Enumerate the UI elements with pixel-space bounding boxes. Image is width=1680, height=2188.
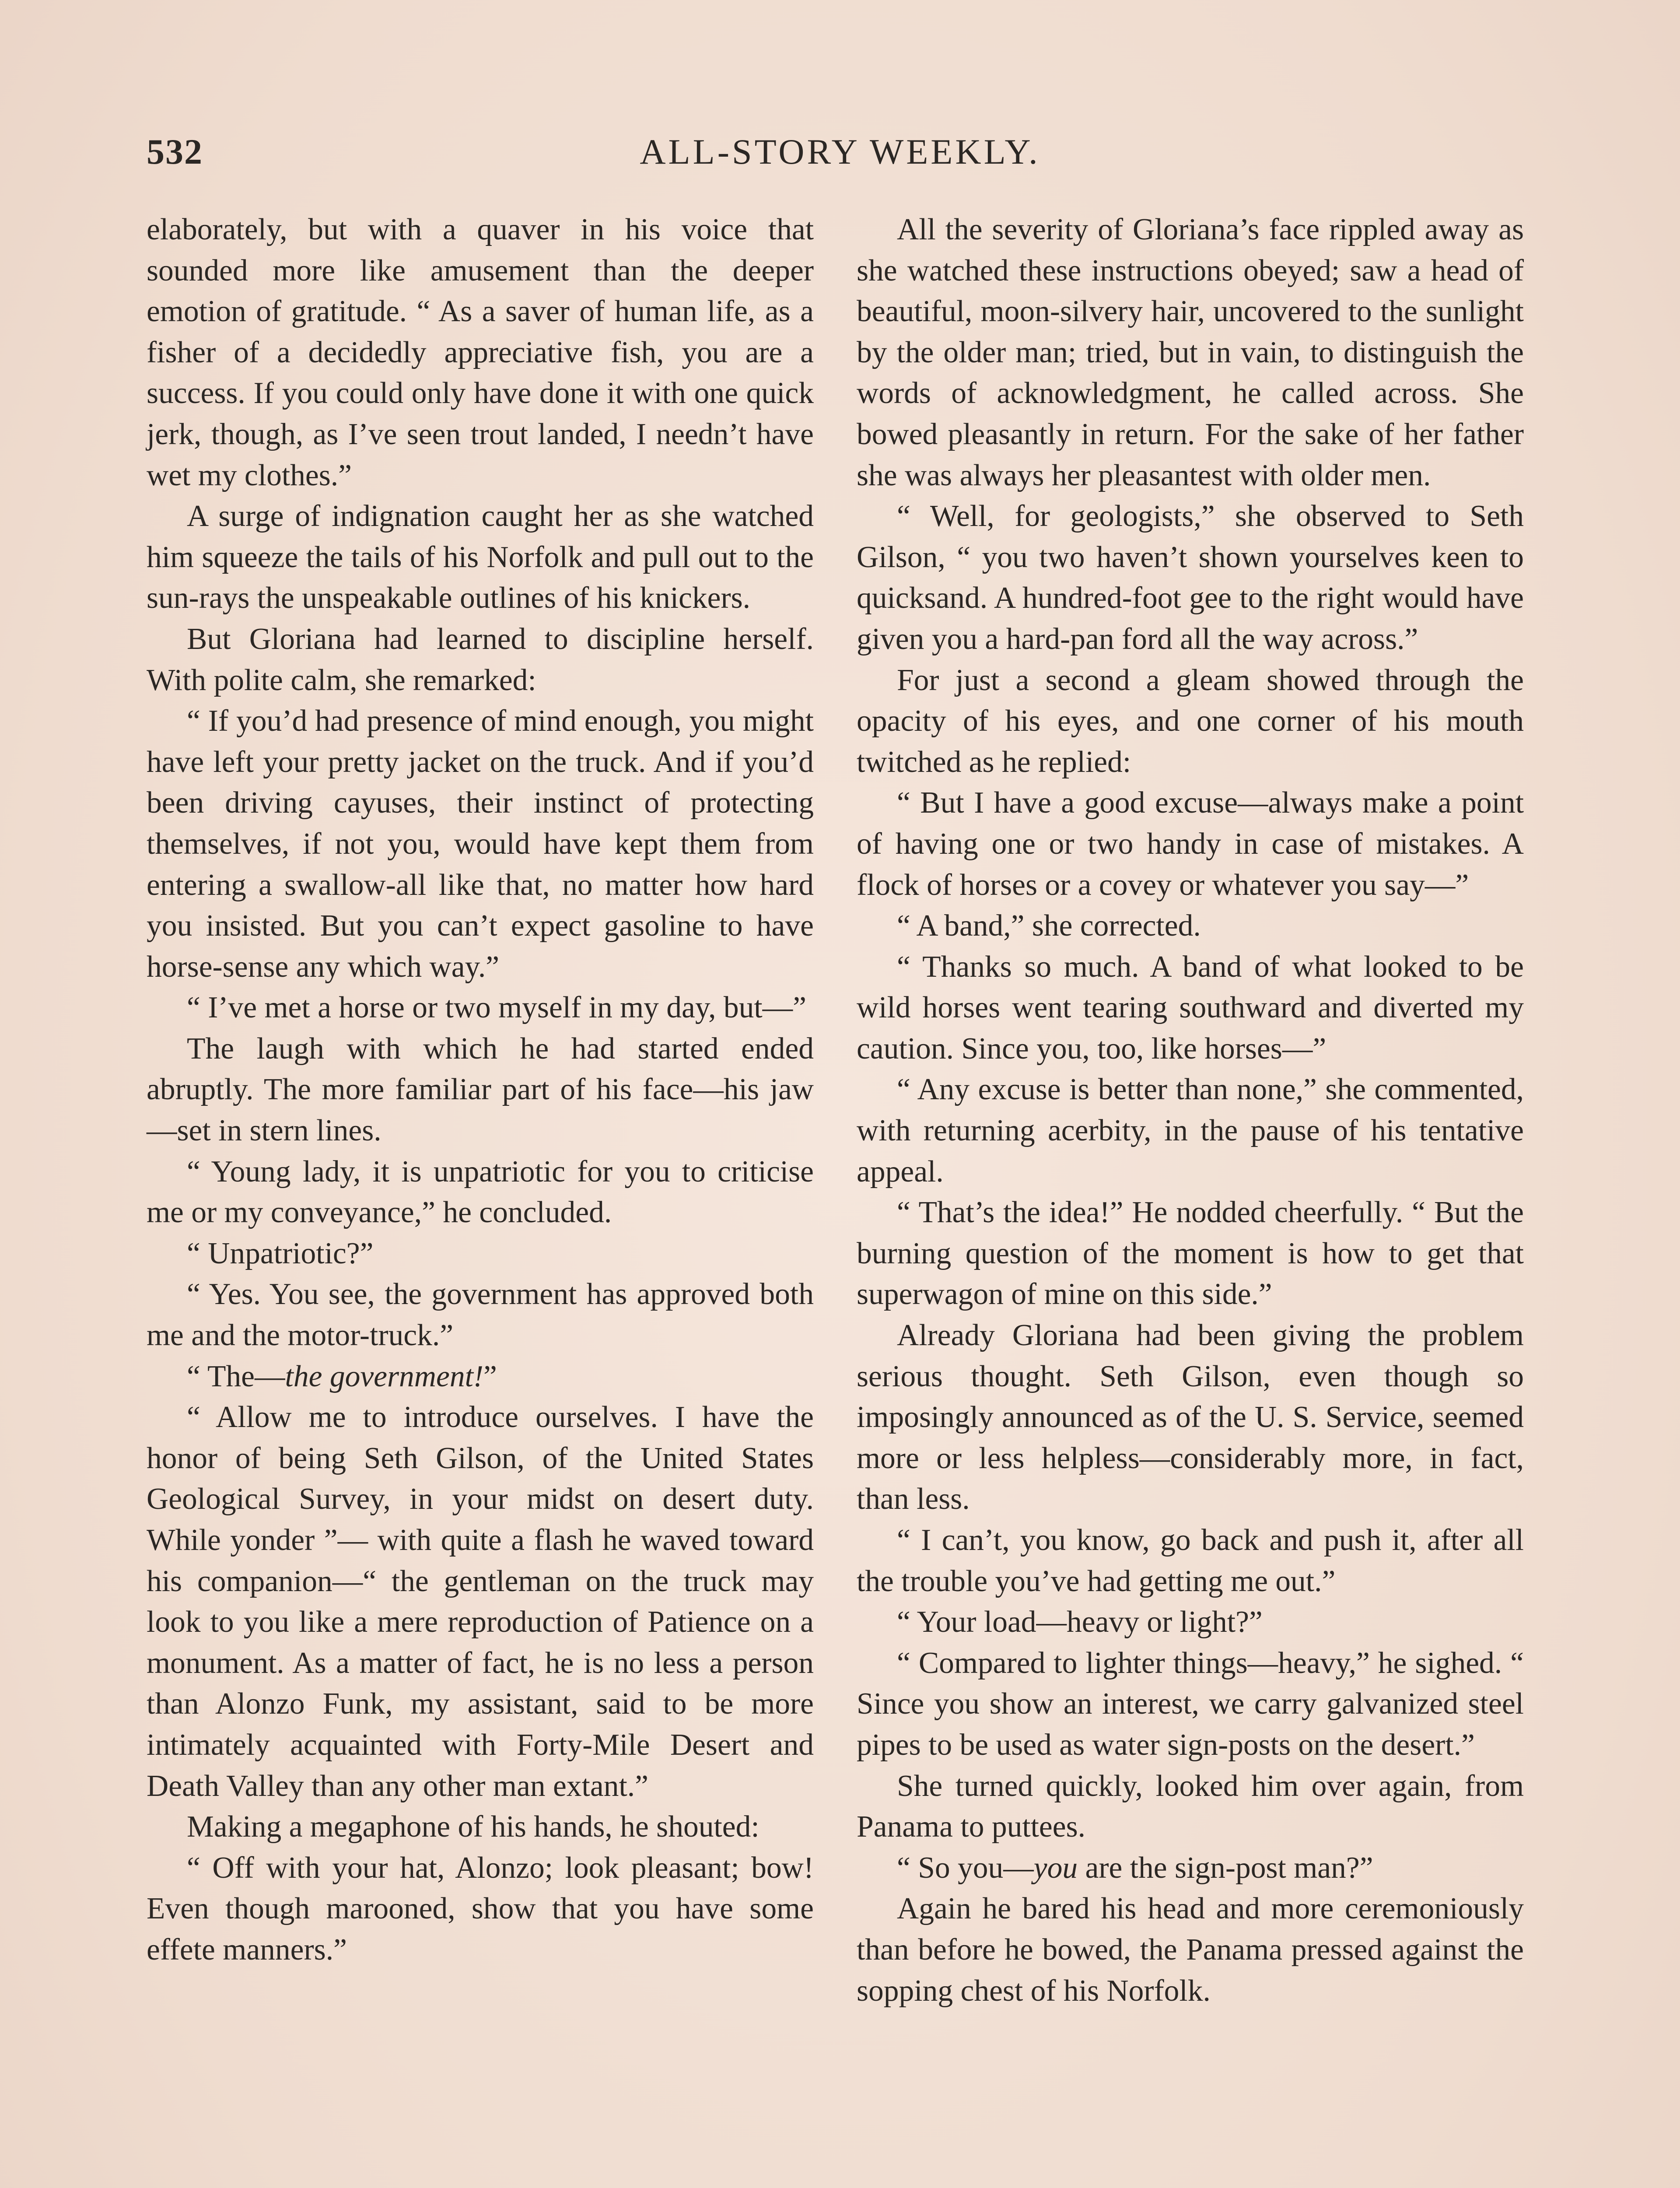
left-column — [147, 209, 814, 1971]
paragraph-text: Already Gloriana had been giving the problem serious thought. Seth Gilson, even though so imposingly announced as of the U. S. Service, seemed more or less helpless—considerably more, in fact, than less. — [857, 1318, 1524, 1516]
paragraph-text: “ Well, for geologists,” she observed to Seth Gilson, “ you two haven’t shown yourselves keen to quicksand. A hundred-foot gee to the right would have given you a hard-pan ford all the way across.” — [857, 499, 1524, 656]
paragraph — [147, 701, 814, 987]
paragraph-text: “ The— — [187, 1359, 285, 1393]
paragraph-text: A surge of indignation caught her as she watched him squeeze the tails of his Norfolk and pull out to the sun-rays the unspeakable outlines of his knickers. — [147, 499, 814, 615]
paragraph — [857, 947, 1524, 1069]
paragraph — [857, 660, 1524, 783]
paragraph-text: “ Unpatriotic?” — [187, 1236, 374, 1270]
paragraph — [147, 1028, 814, 1151]
paragraph-text: “ If you’d had presence of mind enough, you might have left your pretty jacket on the truck. And if you’d been driving cayuses, their instinct of protecting themselves, if not you, would have kept them from entering a swallow-all like that, no matter how hard you insisted. But you can’t expect gasoline to have horse-sense any which way.” — [147, 704, 814, 984]
paragraph — [857, 782, 1524, 905]
paragraph — [857, 1069, 1524, 1192]
paragraph-text: “ Allow me to introduce ourselves. I have the honor of being Seth Gilson, of the United States Geological Survey, in your midst on desert duty. While yonder ”— with quite a flash he waved toward his companion—“ the gentleman on the truck may look to you like a mere reproduction of Patience on a monument. As a matter of fact, he is no less a person than Alonzo Funk, my assistant, said to be more intimately acquainted with Forty-Mile Desert and Death Valley than any other man extant.” — [147, 1400, 814, 1803]
paragraph — [857, 496, 1524, 659]
paragraph-text: “ That’s the idea!” He nodded cheerfully. “ But the burning question of the moment is how to get that superwagon of mine on this side.” — [857, 1196, 1524, 1311]
paragraph-text: Again he bared his head and more ceremoniously than before he bowed, the Panama pressed against the sopping chest of his Norfolk. — [857, 1892, 1524, 2008]
paragraph-text: The laugh with which he had started ended abruptly. The more familiar part of his face—his jaw—set in stern lines. — [147, 1031, 814, 1148]
paragraph — [857, 1888, 1524, 2011]
paragraph-text: “ Compared to lighter things—heavy,” he sighed. “ Since you show an interest, we carry galvanized steel pipes to be used as water sign-posts on the desert.” — [857, 1646, 1524, 1762]
page-header — [147, 131, 1533, 179]
paragraph-text: She turned quickly, looked him over again, from Panama to puttees. — [857, 1769, 1524, 1844]
paragraph-text: “ But I have a good excuse—always make a point of having one or two handy in case of mistakes. A flock of horses or a covey or whatever you say—” — [857, 786, 1524, 902]
paragraph — [857, 1643, 1524, 1766]
paragraph — [857, 1766, 1524, 1848]
paragraph-text: “ Your load—heavy or light?” — [897, 1605, 1263, 1639]
paragraph — [147, 496, 814, 619]
paragraph-text: “ Young lady, it is unpatriotic for you to criticise me or my conveyance,” he concluded. — [147, 1154, 814, 1230]
paragraph-text: “ Any excuse is better than none,” she commented, with returning acerbity, in the pause of his tentative appeal. — [857, 1073, 1524, 1189]
paragraph — [857, 1520, 1524, 1602]
paragraph — [147, 619, 814, 701]
paragraph — [857, 209, 1524, 496]
paragraph-text: “ So you— — [897, 1851, 1034, 1885]
paragraph — [857, 1192, 1524, 1315]
right-column — [857, 209, 1524, 2011]
paragraph — [147, 1233, 814, 1274]
italic-text: you — [1033, 1851, 1078, 1885]
paragraph-text: elaborately, but with a quaver in his voice that sounded more like amusement than the deeper emotion of gratitude. “ As a saver of human life, as a fisher of a decidedly appreciative fish, you are a success. If you could only have done it with one quick jerk, though, as I’ve seen trout landed, I needn’t have wet my clothes.” — [147, 213, 814, 492]
paragraph-text-end: ” — [483, 1359, 497, 1393]
paragraph — [147, 1806, 814, 1848]
paragraph-text: “ I can’t, you know, go back and push it, after all the trouble you’ve had getting me out.” — [857, 1523, 1524, 1598]
page-number: 532 — [147, 132, 203, 172]
italic-text: the government! — [285, 1359, 484, 1393]
paragraph — [857, 1315, 1524, 1520]
paragraph-text: “ I’ve met a horse or two myself in my day, but—” — [187, 991, 806, 1025]
paragraph — [147, 1356, 814, 1397]
running-head: ALL-STORY WEEKLY. — [640, 132, 1040, 172]
paragraph — [857, 905, 1524, 947]
paragraph-text-end: are the sign-post man?” — [1078, 1851, 1373, 1885]
paragraph — [147, 1274, 814, 1356]
paragraph-text: “ Thanks so much. A band of what looked to be wild horses went tearing southward and diverted my caution. Since you, too, like horses—” — [857, 950, 1524, 1066]
paragraph-text: Making a megaphone of his hands, he shouted: — [187, 1810, 760, 1844]
paragraph-text: For just a second a gleam showed through the opacity of his eyes, and one corner of his mouth twitched as he replied: — [857, 663, 1524, 779]
paragraph — [147, 209, 814, 496]
paragraph-text: “ A band,” she corrected. — [897, 909, 1201, 943]
paragraph — [857, 1848, 1524, 1889]
paragraph — [857, 1602, 1524, 1643]
paragraph — [147, 1151, 814, 1233]
paragraph-text: But Gloriana had learned to discipline herself. With polite calm, she remarked: — [147, 622, 814, 697]
paragraph-text: “ Off with your hat, Alonzo; look pleasant; bow! Even though marooned, show that you have some effete manners.” — [147, 1851, 814, 1967]
paragraph-text: All the severity of Gloriana’s face rippled away as she watched these instructions obeyed; saw a head of beautiful, moon-silvery hair, uncovered to the sunlight by the older man; tried, but in vain, to distinguish the words of acknowledgment, he called across. She bowed pleasantly in return. For the sake of her father she was always her pleasantest with older men. — [857, 213, 1524, 492]
paragraph — [147, 987, 814, 1028]
paragraph — [147, 1397, 814, 1806]
paragraph — [147, 1848, 814, 1971]
paragraph-text: “ Yes. You see, the government has approved both me and the motor-truck.” — [147, 1277, 814, 1353]
